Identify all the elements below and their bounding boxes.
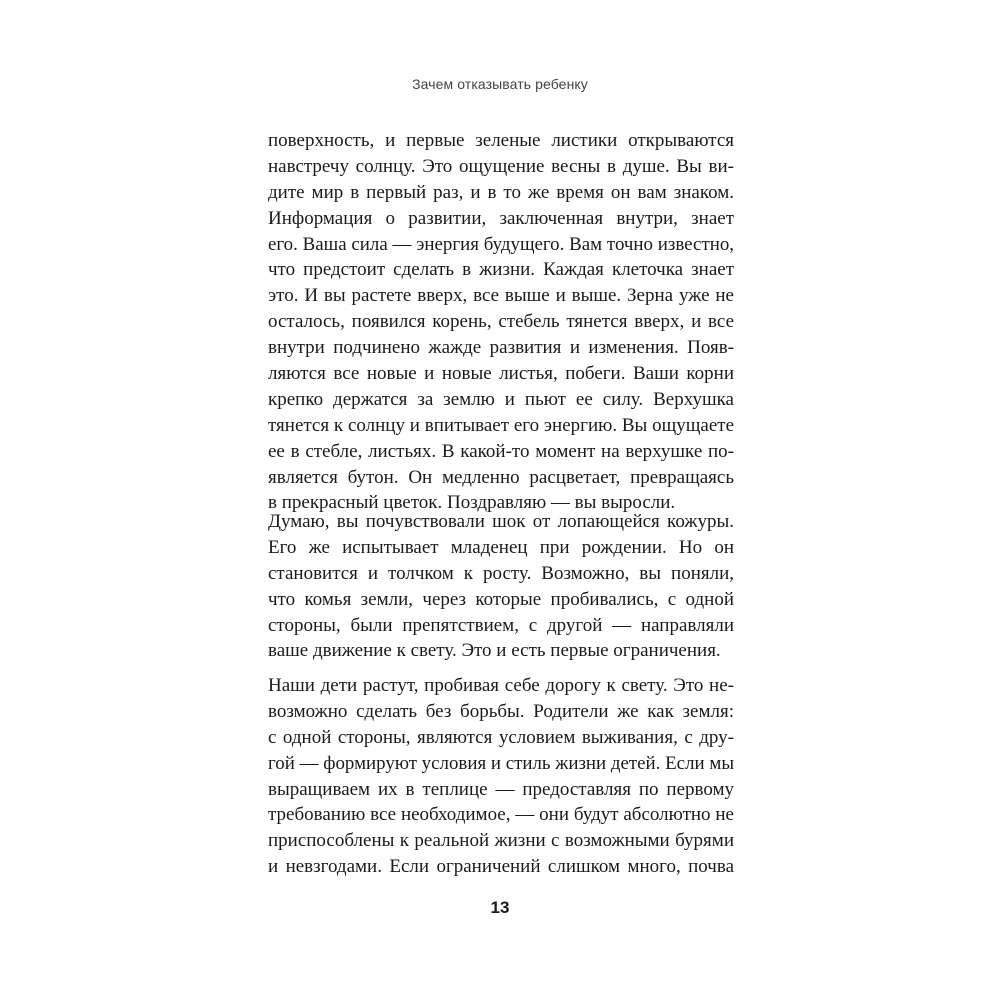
text-line: Наши дети растут, пробивая себе дорогу к свету. Это не- xyxy=(268,675,734,696)
text-line: навстречу солнцу. Это ощущение весны в душе. Вы ви- xyxy=(268,155,734,177)
text-line: ее в стебле, листьях. В какой-то момент на верхушке по- xyxy=(268,440,734,462)
body-paragraph xyxy=(268,128,734,516)
text-line: поверхность, и первые зеленые листики открываются xyxy=(268,130,734,151)
body-paragraph xyxy=(268,509,734,664)
text-line: и невзгодами. Если ограничений слишком много, почва xyxy=(268,856,734,878)
text-line: гой — формируют условия и стиль жизни детей. Если мы xyxy=(268,752,735,774)
text-line: с одной стороны, являются условием выживания, с дру- xyxy=(268,726,734,748)
text-line: становится и толчком к росту. Возможно, вы поняли, xyxy=(268,562,734,584)
text-line: его. Ваша сила — энергия будущего. Вам точно известно, xyxy=(268,233,734,255)
text-line: что предстоит сделать в жизни. Каждая клеточка знает xyxy=(268,259,734,281)
page-number: 13 xyxy=(490,898,510,917)
text-line: осталось, появился корень, стебель тянется вверх, и все xyxy=(268,311,734,333)
body-paragraph xyxy=(268,673,734,880)
running-head-title: Зачем отказывать ребенку xyxy=(412,76,588,92)
text-line: это. И вы растете вверх, все выше и выше. Зерна уже не xyxy=(268,285,734,307)
text-line: Думаю, вы почувствовали шок от лопающейся кожуры. xyxy=(268,511,734,532)
text-line: Информация о развитии, заключенная внутри, знает xyxy=(268,207,734,229)
text-line: ваше движение к свету. Это и есть первые ограничения. xyxy=(268,640,721,662)
text-line: является бутон. Он медленно расцветает, превращаясь xyxy=(268,466,734,488)
text-line: в прекрасный цветок. Поздравляю — вы выросли. xyxy=(268,492,676,514)
text-line: дите мир в первый раз, и в то же время он вам знаком. xyxy=(268,181,734,203)
text-line: крепко держатся за землю и пьют ее силу. Верхушка xyxy=(268,388,734,410)
text-line: тянется к солнцу и впитывает его энергию. Вы ощущаете xyxy=(268,414,734,436)
text-line: ляются все новые и новые листья, побеги. Ваши корни xyxy=(268,363,734,385)
text-line: приспособлены к реальной жизни с возможными бурями xyxy=(268,830,734,852)
text-line: что комья земли, через которые пробивались, с одной xyxy=(268,588,734,610)
text-line: возможно сделать без борьбы. Родители же как земля: xyxy=(268,700,734,722)
text-line: внутри подчинено жажде развития и изменения. Появ- xyxy=(268,337,734,359)
text-line: выращиваем их в теплице — предоставляя по первому xyxy=(268,778,734,800)
text-line: стороны, были препятствием, с другой — направляли xyxy=(268,614,734,636)
text-line: Его же испытывает младенец при рождении. Но он xyxy=(268,536,734,558)
text-line: требованию все необходимое, — они будут абсолютно не xyxy=(268,804,734,826)
